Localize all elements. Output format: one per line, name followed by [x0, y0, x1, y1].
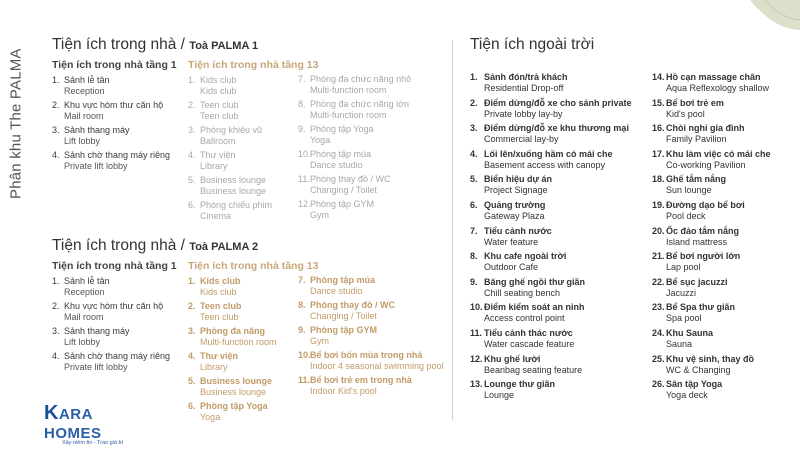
item-number: 7. [470, 225, 478, 236]
palma1-floor1 [52, 59, 177, 175]
item-number: 4. [188, 351, 196, 361]
list-item [52, 75, 177, 97]
item-label-en: Lift lobby [64, 136, 101, 146]
outdoor-list-right [652, 72, 771, 405]
item-number: 1. [188, 75, 196, 85]
item-label-vi: Business lounge [200, 175, 267, 185]
item-label-vi: Thư viện [200, 351, 239, 361]
item-label-en: Project Signage [484, 185, 548, 196]
item-label-vi: Khu cafe ngoài trời [484, 251, 567, 262]
item-label-vi: Lối lên/xuống hầm có mái che [484, 148, 613, 159]
list-item [470, 379, 632, 401]
item-number: 1. [52, 75, 60, 85]
palma2-floor1-list [52, 276, 177, 373]
item-number: 3. [52, 125, 60, 135]
item-number: 23. [652, 302, 665, 313]
leaf-decoration-icon [740, 0, 800, 40]
list-item [470, 251, 632, 273]
item-number: 2. [188, 100, 196, 110]
item-number: 3. [188, 326, 196, 336]
item-label-vi: Sảnh chờ thang máy riêng [64, 150, 170, 160]
item-number: 24. [652, 327, 665, 338]
item-label-vi: Lounge thư giãn [484, 379, 556, 390]
palma1-floor13-title: Tiện ích trong nhà tầng 13 [188, 59, 319, 71]
item-label-en: Co-working Pavilion [666, 159, 746, 170]
item-label-vi: Điểm dừng/đỗ xe cho sảnh private [484, 97, 632, 108]
item-label-en: Yoga [200, 412, 221, 422]
list-item [652, 149, 771, 171]
list-item [470, 149, 632, 171]
item-number: 11. [298, 174, 310, 184]
item-label-vi: Phòng chiếu phim [200, 200, 273, 210]
item-number: 8. [298, 300, 306, 310]
item-number: 6. [470, 199, 478, 210]
item-label-vi: Khu vực hòm thư căn hộ [64, 301, 164, 311]
palma1-floor1-title: Tiện ích trong nhà tầng 1 [52, 59, 177, 71]
item-label-vi: Sảnh chờ thang máy riêng [64, 351, 170, 361]
item-number: 1. [52, 276, 60, 286]
list-item [652, 379, 771, 401]
item-number: 10. [298, 149, 311, 159]
list-item [52, 326, 177, 348]
item-number: 8. [298, 99, 306, 109]
item-number: 10. [298, 350, 311, 360]
item-label-vi: Sảnh thang máy [64, 326, 130, 336]
item-label-en: Library [200, 161, 228, 171]
item-number: 3. [188, 125, 196, 135]
list-item [298, 325, 444, 347]
item-number: 15. [652, 97, 665, 108]
item-label-en: Residential Drop-off [484, 83, 564, 93]
kara-homes-logo [44, 402, 134, 446]
item-label-en: Lounge [484, 390, 515, 401]
item-label-vi: Teen club [200, 100, 239, 110]
item-number: 5. [188, 175, 196, 185]
item-label-en: Multi-function room [310, 110, 387, 120]
item-number: 10. [470, 302, 483, 313]
list-item [652, 328, 771, 350]
item-label-vi: Sảnh đón/trả khách [484, 72, 568, 82]
list-item [298, 99, 411, 121]
list-item [470, 174, 632, 196]
item-label-vi: Phòng khiêu vũ [200, 125, 263, 135]
list-item [52, 351, 177, 373]
item-label-en: Sun lounge [666, 185, 712, 196]
item-label-en: Changing / Toilet [310, 311, 377, 321]
item-label-en: Yoga deck [666, 390, 708, 401]
item-label-vi: Khu ghế lười [484, 353, 541, 364]
palma2-floor1-title: Tiện ích trong nhà tầng 1 [52, 260, 177, 272]
list-item [652, 200, 771, 222]
item-label-en: Kid's pool [666, 108, 705, 119]
item-label-en: Dance studio [310, 160, 363, 170]
item-label-en: WC & Changing [666, 364, 731, 375]
list-item [652, 98, 771, 120]
item-label-en: Business lounge [200, 186, 267, 196]
item-label-vi: Phòng tập Yoga [200, 401, 268, 411]
item-label-vi: Điểm kiểm soát an ninh [484, 302, 585, 313]
item-label-en: Outdoor Cafe [484, 262, 539, 273]
item-number: 2. [52, 301, 60, 311]
list-item [470, 226, 632, 248]
item-number: 13. [470, 379, 483, 390]
item-label-en: Multi-function room [310, 85, 387, 95]
item-number: 11. [298, 375, 311, 385]
item-label-vi: Bể bơi người lớn [666, 251, 741, 262]
item-number: 6. [188, 200, 196, 210]
item-label-vi: Teen club [200, 301, 242, 311]
item-label-en: Mail room [64, 312, 104, 322]
item-label-en: Reception [64, 86, 105, 96]
item-number: 21. [652, 251, 665, 262]
list-item [652, 72, 771, 94]
item-label-en: Basement access with canopy [484, 159, 606, 170]
logo-k-letter: K [44, 402, 59, 424]
item-label-en: Family Pavilion [666, 134, 727, 145]
item-label-en: Water feature [484, 236, 539, 247]
item-label-vi: Khu Sauna [666, 327, 714, 338]
item-label-vi: Kids club [200, 75, 237, 85]
item-label-vi: Ghế tắm nắng [666, 174, 727, 185]
list-item [298, 199, 411, 221]
item-number: 26. [652, 379, 665, 390]
item-number: 3. [52, 326, 60, 336]
list-item [470, 354, 632, 376]
item-label-vi: Bể bơi trẻ em [666, 97, 724, 108]
item-label-vi: Đường dạo bể bơi [666, 199, 745, 210]
list-item [470, 98, 632, 120]
item-label-vi: Điểm dừng/đỗ xe khu thương mại [484, 123, 629, 134]
item-label-en: Gym [310, 210, 329, 220]
item-label-vi: Ốc đảo tắm nắng [666, 225, 740, 236]
item-label-vi: Sảnh lễ tân [64, 276, 110, 286]
palma2-heading: Tiện ích trong nhà / Toà PALMA 2 [52, 237, 259, 254]
list-item [470, 328, 632, 350]
list-item [652, 354, 771, 376]
item-label-vi: Phòng đa chức năng lớn [310, 99, 409, 109]
item-label-en: Chill seating bench [484, 287, 561, 298]
item-label-vi: Tiểu cảnh nước [484, 225, 552, 236]
item-label-vi: Phòng đa năng [200, 326, 265, 336]
list-item [188, 401, 319, 423]
item-label-en: Teen club [200, 111, 239, 121]
item-label-vi: Business lounge [200, 376, 273, 386]
item-label-en: Commercial lay-by [484, 134, 559, 145]
item-label-en: Kids club [200, 287, 237, 297]
item-number: 3. [470, 123, 478, 134]
item-number: 8. [470, 251, 478, 262]
item-label-vi: Phòng thay đồ / WC [310, 174, 391, 184]
list-item [298, 74, 411, 96]
item-number: 4. [52, 351, 60, 361]
item-label-en: Jacuzzi [666, 287, 697, 298]
list-item [298, 174, 411, 196]
palma1-floor13-list-right [298, 74, 411, 221]
item-label-en: Sauna [666, 338, 693, 349]
list-item [652, 123, 771, 145]
item-number: 19. [652, 199, 665, 210]
item-label-vi: Bể sục jacuzzi [666, 276, 728, 287]
item-label-en: Access control point [484, 313, 565, 324]
item-label-vi: Khu làm việc có mái che [666, 148, 771, 159]
palma2-floor13-title: Tiện ích trong nhà tầng 13 [188, 260, 319, 272]
item-label-en: Teen club [200, 312, 239, 322]
item-label-en: Multi-function room [200, 337, 277, 347]
list-item [470, 277, 632, 299]
item-number: 11. [470, 327, 483, 338]
item-label-vi: Phòng đa chức năng nhỏ [310, 74, 412, 84]
item-label-vi: Sảnh lễ tân [64, 75, 110, 85]
item-label-en: Mail room [64, 111, 104, 121]
list-item [470, 302, 632, 324]
item-number: 12. [298, 199, 311, 209]
list-item [652, 277, 771, 299]
item-number: 9. [298, 124, 306, 134]
item-label-en: Pool deck [666, 210, 706, 221]
item-label-en: Private lobby lay-by [484, 108, 563, 119]
item-number: 20. [652, 225, 665, 236]
item-label-en: Lift lobby [64, 337, 101, 347]
list-item [52, 276, 177, 298]
item-label-vi: Thư viện [200, 150, 236, 160]
list-item [52, 150, 177, 172]
list-item [298, 124, 411, 146]
list-item [652, 174, 771, 196]
item-label-vi: Bể Spa thư giãn [666, 302, 736, 313]
side-title: Phân khu The PALMA [7, 48, 25, 200]
palma1-building-label: Toà PALMA 1 [189, 40, 259, 52]
item-label-vi: Bể bơi trẻ em trong nhà [310, 375, 412, 385]
item-number: 1. [188, 276, 196, 286]
item-label-vi: Kids club [200, 276, 241, 286]
item-label-vi: Sân tập Yoga [666, 379, 723, 390]
palma2-floor13-list-right [298, 275, 444, 397]
item-label-en: Gateway Plaza [484, 210, 545, 221]
item-label-vi: Khu vệ sinh, thay đồ [666, 353, 755, 364]
item-label-vi: Khu vực hòm thư căn hộ [64, 100, 164, 110]
item-label-en: Indoor 4 seasonal swimming pool [310, 361, 444, 371]
item-number: 6. [188, 401, 196, 411]
item-label-en: Spa pool [666, 313, 702, 324]
item-label-vi: Bể bơi bốn mùa trong nhà [310, 350, 423, 360]
column-divider [452, 40, 453, 420]
item-label-en: Kids club [200, 86, 237, 96]
item-number: 17. [652, 148, 665, 159]
item-label-vi: Sảnh thang máy [64, 125, 130, 135]
item-number: 22. [652, 276, 665, 287]
item-number: 7. [298, 74, 306, 84]
item-label-vi: Phòng tập GYM [310, 325, 377, 335]
item-label-en: Beanbag seating feature [484, 364, 583, 375]
list-item [298, 149, 411, 171]
palma1-heading: Tiện ích trong nhà / Toà PALMA 1 [52, 36, 259, 53]
list-item [652, 226, 771, 248]
outdoor-list-left [470, 72, 632, 405]
item-number: 9. [470, 276, 478, 287]
list-item [298, 375, 444, 397]
palma2-floor13-right [298, 275, 444, 400]
item-number: 25. [652, 353, 665, 364]
item-number: 7. [298, 275, 306, 285]
item-number: 4. [188, 150, 196, 160]
item-number: 9. [298, 325, 306, 335]
item-label-en: Cinema [200, 211, 232, 221]
item-label-en: Water cascade feature [484, 338, 575, 349]
item-number: 2. [470, 97, 478, 108]
item-label-en: Indoor Kid's pool [310, 386, 377, 396]
item-label-vi: Phòng tập Yoga [310, 124, 374, 134]
logo-tagline: Xây niềm tin - Trao giá trị [62, 440, 124, 446]
item-label-en: Island mattress [666, 236, 728, 247]
list-item [52, 125, 177, 147]
palma2-building-label: Toà PALMA 2 [189, 241, 259, 253]
item-number: 5. [188, 376, 196, 386]
item-label-en: Private lift lobby [64, 362, 128, 372]
list-item [652, 302, 771, 324]
item-label-vi: Phòng tập múa [310, 275, 375, 285]
palma1-floor13-right [298, 74, 411, 224]
item-label-en: Aqua Reflexology shallow [666, 83, 770, 93]
list-item [298, 300, 444, 322]
item-label-en: Library [200, 362, 228, 372]
item-label-en: Yoga [310, 135, 331, 145]
outdoor-heading: Tiện ích ngoài trời [470, 36, 595, 53]
item-label-vi: Băng ghế ngồi thư giãn [484, 276, 586, 287]
item-number: 14. [652, 72, 665, 82]
list-item [298, 350, 444, 372]
item-label-en: Lap pool [666, 262, 701, 273]
item-label-vi: Phòng thay đồ / WC [310, 300, 395, 310]
item-label-vi: Quảng trường [484, 199, 546, 210]
item-label-en: Gym [310, 336, 329, 346]
list-item [652, 251, 771, 273]
item-label-vi: Biển hiệu dự án [484, 174, 553, 185]
list-item [298, 275, 444, 297]
item-number: 12. [470, 353, 483, 364]
item-label-en: Changing / Toilet [310, 185, 377, 195]
item-number: 16. [652, 123, 665, 134]
item-number: 1. [470, 72, 478, 82]
list-item [52, 301, 177, 323]
list-item [470, 123, 632, 145]
item-number: 18. [652, 174, 665, 185]
item-number: 2. [188, 301, 196, 311]
list-item [470, 200, 632, 222]
item-label-en: Business lounge [200, 387, 267, 397]
item-label-en: Dance studio [310, 286, 363, 296]
item-label-en: Ballroom [200, 136, 236, 146]
item-label-en: Private lift lobby [64, 161, 128, 171]
item-number: 4. [470, 148, 478, 159]
item-label-vi: Tiểu cảnh thác nước [484, 327, 573, 338]
list-item [52, 100, 177, 122]
item-label-vi: Phòng tập múa [310, 149, 372, 159]
palma2-floor1 [52, 260, 177, 376]
item-number: 2. [52, 100, 60, 110]
item-label-vi: Hồ cạn massage chân [666, 72, 761, 82]
item-number: 4. [52, 150, 60, 160]
item-label-en: Reception [64, 287, 105, 297]
item-label-vi: Chòi nghỉ gia đình [666, 123, 745, 134]
item-label-vi: Phòng tập GYM [310, 199, 375, 209]
logo-text: ARA HOMES [44, 406, 102, 442]
list-item [470, 72, 632, 94]
palma1-floor1-list [52, 75, 177, 172]
item-number: 5. [470, 174, 478, 185]
